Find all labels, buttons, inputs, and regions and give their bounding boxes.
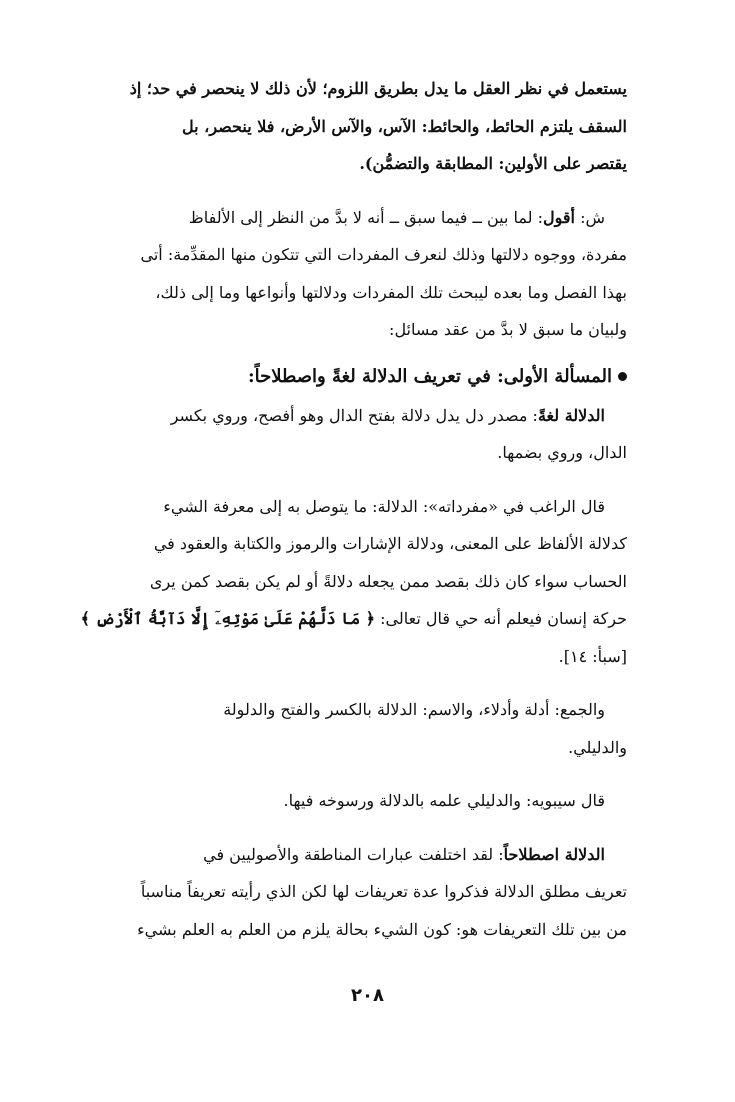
paragraph-3-line-1-rest: : مصدر دل يدل دلالة بفتح الدال وهو أفصح، وروي بكسر (170, 405, 538, 425)
bullet-icon (618, 372, 627, 381)
paragraph-2-line-3: بهذا الفصل وما بعده ليبحث تلك المفردات ودلالتها وأنواعها وما إلى ذلك، (155, 282, 627, 302)
spacer (78, 472, 627, 488)
page-number: ٢٠٨ (351, 985, 384, 1006)
paragraph-2-line-1 (78, 199, 627, 237)
paragraph-1-line-3: يقتصر على الأولين: المطابقة والتضمُّن). (359, 154, 627, 173)
paragraph-7-line-1 (78, 836, 627, 874)
paragraph-4 (78, 488, 627, 526)
section-heading-title: المسألة الأولى: في تعريف الدلالة لغةً واصطلاحاً: (247, 365, 612, 387)
paragraph-1-line-2: السقف يلتزم الحائط، والحائط: الآس، والآس الأرض، فلا ينحصر، بل (182, 116, 627, 136)
paragraph-4-line-3: الحساب سواء كان ذلك بقصد ممن يجعله دلالةً أو لم يكن بقصد كمن يرى (149, 571, 627, 591)
spacer (78, 820, 627, 836)
paragraph-7-line-3: من بين تلك التعريفات هو: كون الشيء بحالة يلزم من العلم به العلم بشيء (137, 919, 627, 939)
paragraph-3-line-2: الدال، وروي بضمها. (497, 443, 627, 462)
paragraph-7 (78, 836, 627, 874)
paragraph-4-line-1: قال الراغب في «مفرداته»: الدلالة: ما يتوصل به إلى معرفة الشيء (163, 496, 605, 516)
paragraph-4-line-2: كدلالة الألفاظ على المعنى، ودلالة الإشارات والرموز والكتابة والعقود في (153, 534, 627, 553)
paragraph-7-lead: الدلالة اصطلاحاً (503, 844, 605, 864)
paragraph-4-continued (78, 525, 627, 675)
paragraph-3-lead: الدلالة لغةً (537, 405, 605, 425)
paragraph-6-line-1: قال سيبويه: والدليلي علمه بالدلالة ورسوخه فيها. (283, 791, 605, 810)
paragraph-1 (78, 70, 627, 183)
spacer (78, 675, 627, 691)
paragraph-2-line-2: مفردة، ووجوه دلالتها وذلك لنعرف المفردات التي تتكون منها المقدِّمة: أتى (140, 245, 627, 264)
paragraph-2 (78, 199, 627, 237)
paragraph-7-line-1-rest: : لقد اختلفت عبارات المناطقة والأصوليين في (203, 844, 504, 864)
paragraph-3 (78, 397, 627, 435)
spacer (78, 349, 627, 357)
paragraph-3-continued (78, 434, 627, 472)
paragraph-3-line-1 (78, 397, 627, 435)
paragraph-4-line-5: [سبأ: ١٤]. (558, 646, 627, 666)
page-body (78, 70, 627, 1102)
spacer (78, 183, 627, 199)
paragraph-7-continued (78, 873, 627, 948)
paragraph-4-line-4-text: حركة إنسان فيعلم أنه حي قال تعالى: (375, 609, 627, 628)
paragraph-2-lead: أقول (543, 207, 575, 227)
paragraph-2-continued (78, 236, 627, 349)
paragraph-5-continued (78, 729, 627, 767)
paragraph-2-prefix: ش: (574, 207, 605, 227)
paragraph-5 (78, 691, 627, 729)
quran-verse: ﴿ مَا دَلَّهُمْ عَلَىٰ مَوْتِهِۦٓ إِلَّا دَآبَّةُ ٱلْأَرْضِ ﴾ (80, 609, 376, 628)
paragraph-2-line-4: ولبيان ما سبق لا بدَّ من عقد مسائل: (389, 320, 627, 339)
section-heading (78, 357, 627, 397)
paragraph-1-line-1: يستعمل في نظر العقل ما يدل بطريق اللزوم؛ لأن ذلك لا ينحصر في حد؛ إذ (129, 79, 627, 98)
paragraph-2-line-1-rest: : لما بين ــ فيما سبق ــ أنه لا بدَّ من النظر إلى الألفاظ (188, 207, 543, 227)
paragraph-5-line-2: والدليلي. (568, 737, 627, 757)
paragraph-7-line-2: تعريف مطلق الدلالة فذكروا عدة تعريفات لها لكن الذي رأيته تعريفاً مناسباً (140, 882, 627, 901)
paragraph-4-line-4 (78, 600, 627, 638)
spacer (78, 766, 627, 782)
paragraph-6 (78, 782, 627, 820)
paragraph-5-line-1: والجمع: أدلة وأدلاء، والاسم: الدلالة بالكسر والفتح والدلولة (223, 700, 605, 719)
